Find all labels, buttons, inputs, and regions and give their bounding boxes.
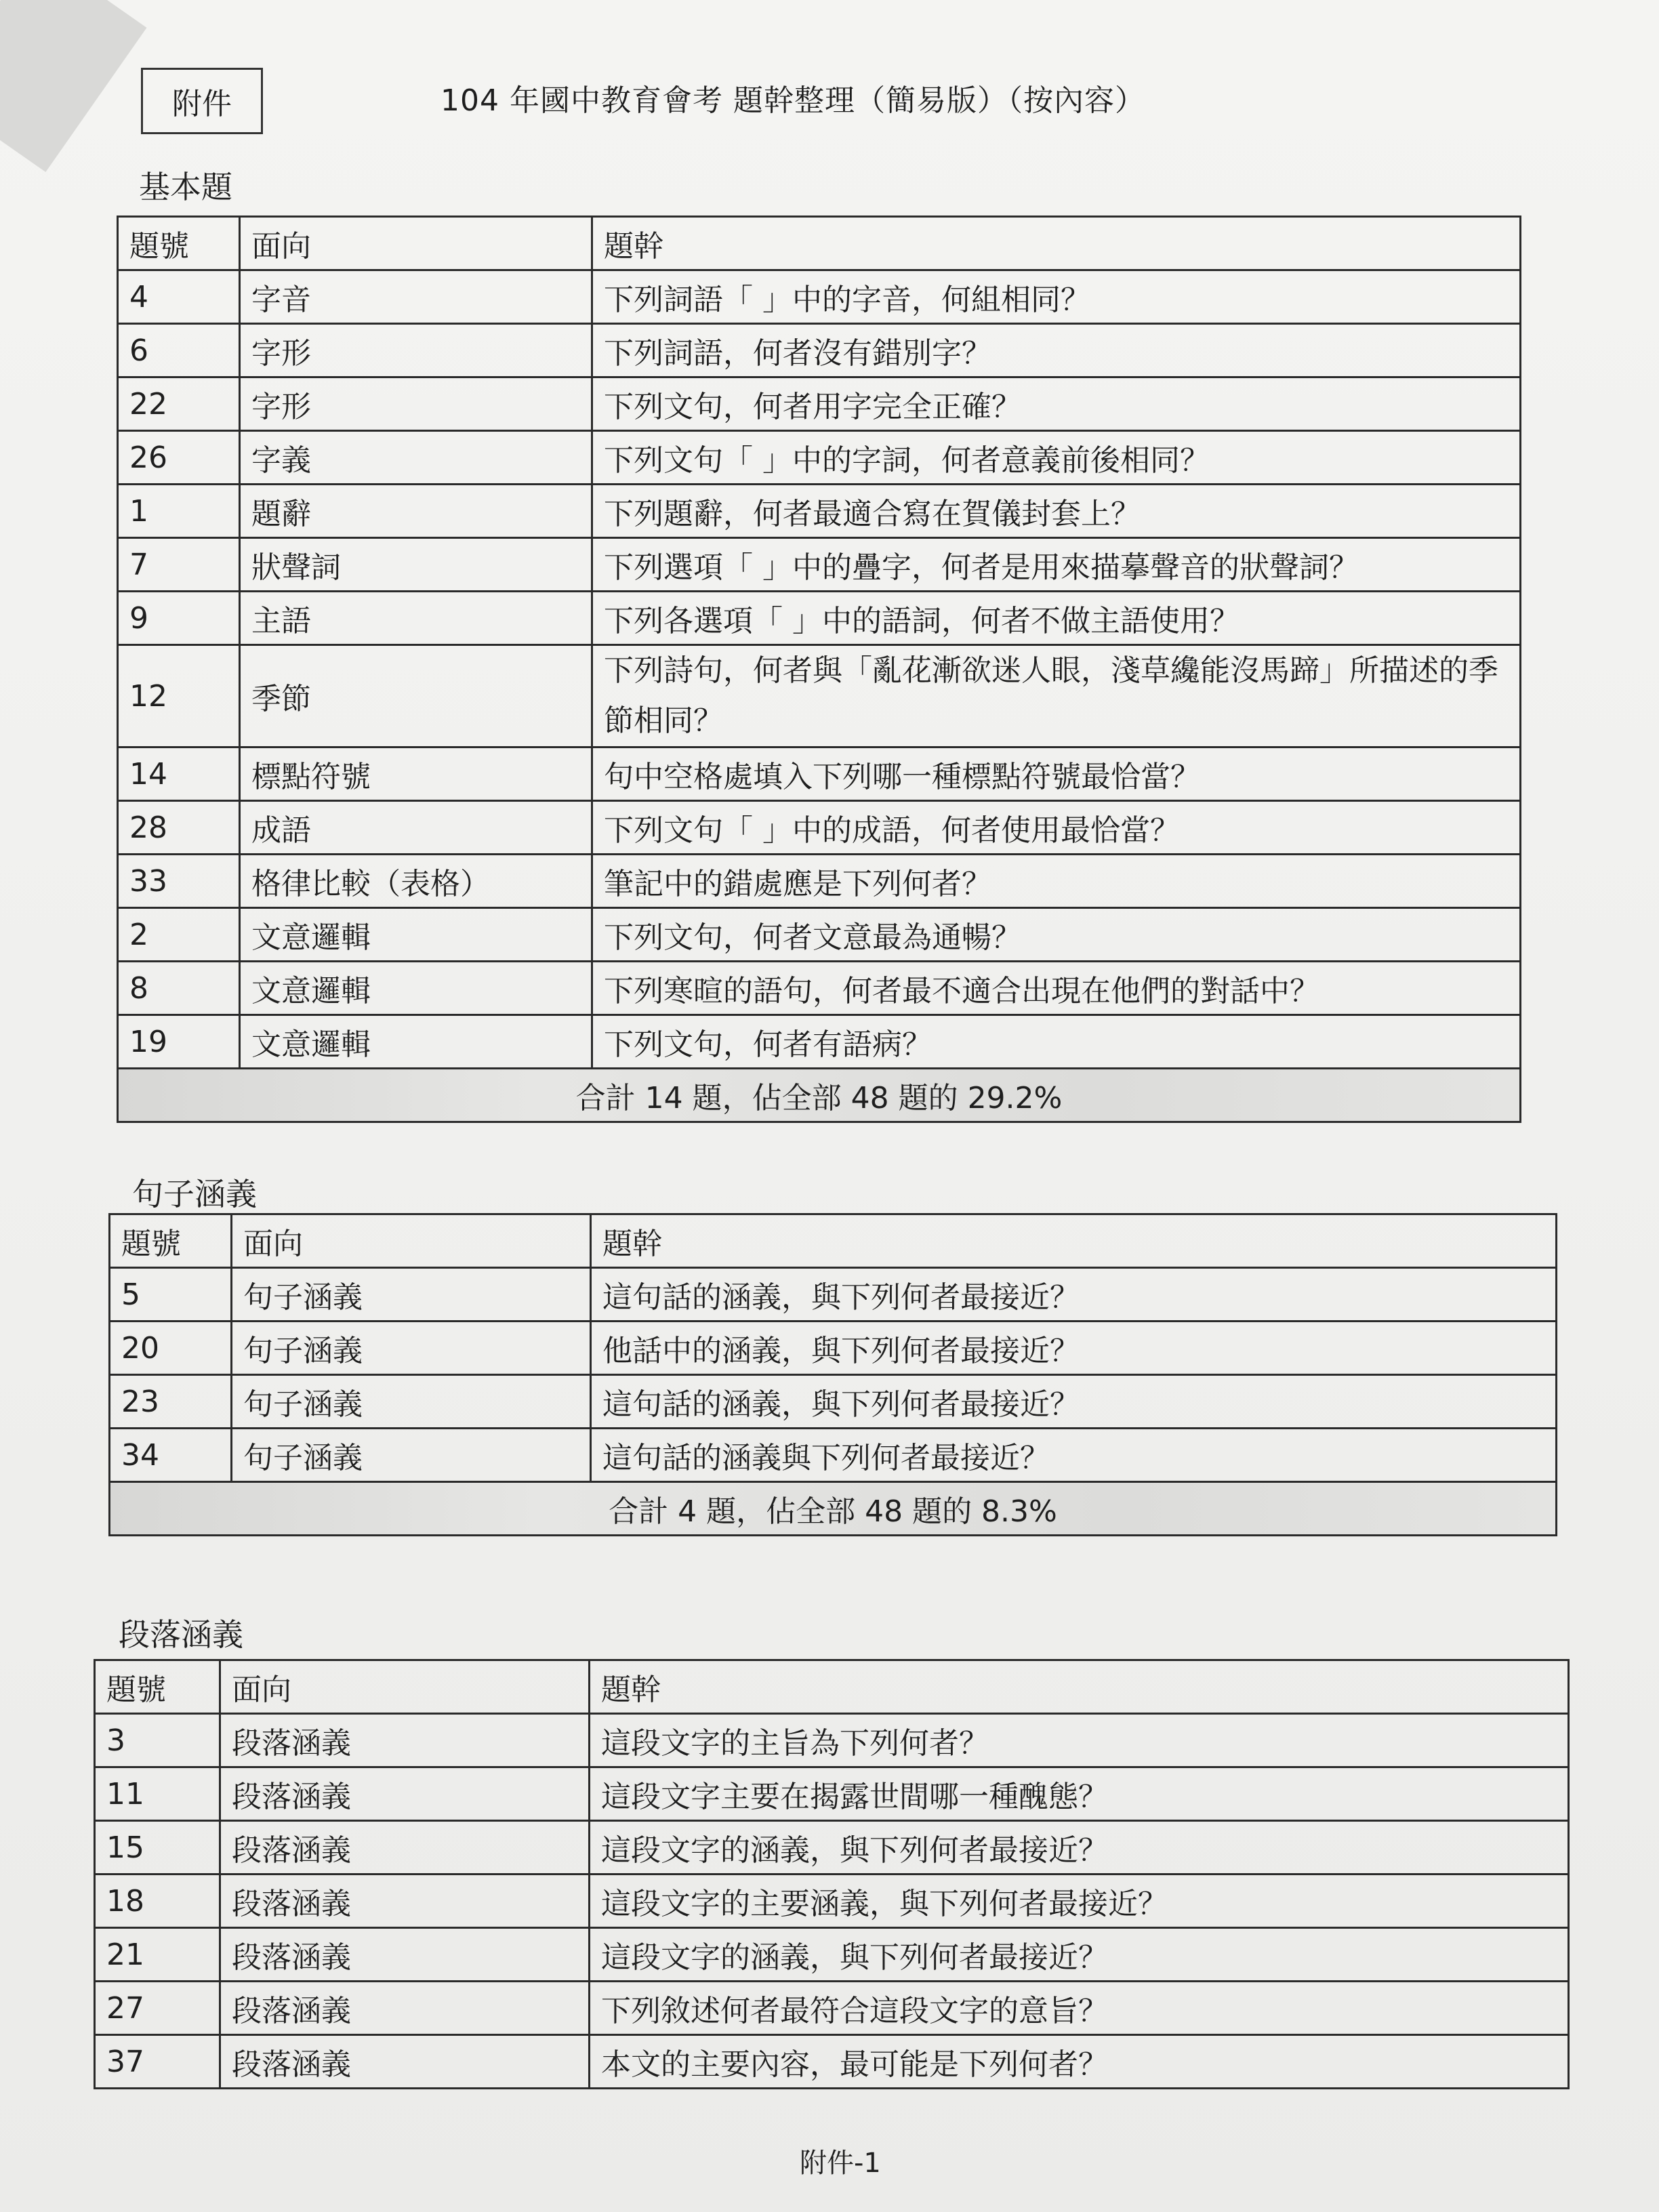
table-row bbox=[110, 1375, 1557, 1429]
table-row bbox=[118, 324, 1521, 377]
question-stem: 本文的主要內容，最可能是下列何者？ bbox=[590, 2035, 1569, 2089]
table-row bbox=[110, 1429, 1557, 1482]
question-aspect: 段落涵義 bbox=[220, 2035, 590, 2089]
question-aspect: 題辭 bbox=[240, 485, 592, 538]
question-stem: 這段文字的涵義，與下列何者最接近？ bbox=[590, 1928, 1569, 1982]
section-title-sentence: 句子涵義 bbox=[132, 1176, 257, 1212]
table-row bbox=[118, 908, 1521, 962]
question-stem: 這段文字的主要涵義，與下列何者最接近？ bbox=[590, 1875, 1569, 1928]
header-number: 題號 bbox=[110, 1214, 232, 1268]
question-aspect: 段落涵義 bbox=[220, 1767, 590, 1821]
question-number: 18 bbox=[95, 1875, 220, 1928]
question-aspect: 段落涵義 bbox=[220, 1875, 590, 1928]
question-aspect: 字形 bbox=[240, 377, 592, 431]
table-row bbox=[110, 1322, 1557, 1375]
header-row bbox=[118, 217, 1521, 270]
table-row bbox=[95, 1821, 1569, 1875]
question-number: 5 bbox=[110, 1268, 232, 1322]
question-stem: 這句話的涵義，與下列何者最接近？ bbox=[591, 1375, 1557, 1429]
question-aspect: 字音 bbox=[240, 270, 592, 324]
header-row bbox=[110, 1214, 1557, 1268]
question-stem: 下列文句，何者文意最為通暢？ bbox=[592, 908, 1521, 962]
question-number: 9 bbox=[118, 592, 240, 645]
question-number: 27 bbox=[95, 1982, 220, 2035]
table-row bbox=[118, 801, 1521, 855]
question-aspect: 句子涵義 bbox=[232, 1429, 591, 1482]
question-stem: 下列選項「 」中的疊字，何者是用來描摹聲音的狀聲詞？ bbox=[592, 538, 1521, 592]
table-row bbox=[95, 1875, 1569, 1928]
question-number: 2 bbox=[118, 908, 240, 962]
table-row bbox=[95, 1767, 1569, 1821]
table-row bbox=[95, 1982, 1569, 2035]
question-stem: 這句話的涵義與下列何者最接近？ bbox=[591, 1429, 1557, 1482]
header-stem: 題幹 bbox=[591, 1214, 1557, 1268]
question-stem: 下列文句「 」中的字詞，何者意義前後相同？ bbox=[592, 431, 1521, 485]
table-row bbox=[118, 377, 1521, 431]
question-number: 21 bbox=[95, 1928, 220, 1982]
table-paragraph bbox=[94, 1659, 1570, 2089]
question-stem: 筆記中的錯處應是下列何者？ bbox=[592, 855, 1521, 908]
table-row bbox=[95, 1714, 1569, 1767]
total-text: 合計 14 題，佔全部 48 題的 29.2% bbox=[118, 1069, 1521, 1122]
header-aspect: 面向 bbox=[220, 1660, 590, 1714]
question-number: 37 bbox=[95, 2035, 220, 2089]
question-aspect: 句子涵義 bbox=[232, 1268, 591, 1322]
table-row bbox=[118, 1015, 1521, 1069]
question-aspect: 句子涵義 bbox=[232, 1322, 591, 1375]
question-stem: 下列文句，何者有語病？ bbox=[592, 1015, 1521, 1069]
header-aspect: 面向 bbox=[240, 217, 592, 270]
table-sentence bbox=[108, 1213, 1557, 1536]
question-number: 28 bbox=[118, 801, 240, 855]
total-text: 合計 4 題，佔全部 48 題的 8.3% bbox=[110, 1482, 1557, 1536]
question-aspect: 文意邏輯 bbox=[240, 908, 592, 962]
question-stem: 下列詞語，何者沒有錯別字？ bbox=[592, 324, 1521, 377]
question-aspect: 文意邏輯 bbox=[240, 962, 592, 1015]
table-row bbox=[95, 1928, 1569, 1982]
question-stem: 下列詞語「 」中的字音，何組相同？ bbox=[592, 270, 1521, 324]
question-number: 15 bbox=[95, 1821, 220, 1875]
question-number: 7 bbox=[118, 538, 240, 592]
question-stem: 他話中的涵義，與下列何者最接近？ bbox=[591, 1322, 1557, 1375]
table-row bbox=[118, 538, 1521, 592]
question-aspect: 段落涵義 bbox=[220, 1714, 590, 1767]
question-number: 33 bbox=[118, 855, 240, 908]
table-row bbox=[118, 270, 1521, 324]
question-stem: 這段文字主要在揭露世間哪一種醜態？ bbox=[590, 1767, 1569, 1821]
header-stem: 題幹 bbox=[592, 217, 1521, 270]
question-number: 19 bbox=[118, 1015, 240, 1069]
table-row bbox=[118, 855, 1521, 908]
question-aspect: 句子涵義 bbox=[232, 1375, 591, 1429]
question-stem: 下列各選項「 」中的語詞，何者不做主語使用？ bbox=[592, 592, 1521, 645]
question-stem: 下列文句「 」中的成語，何者使用最恰當？ bbox=[592, 801, 1521, 855]
question-aspect: 文意邏輯 bbox=[240, 1015, 592, 1069]
question-number: 6 bbox=[118, 324, 240, 377]
question-number: 26 bbox=[118, 431, 240, 485]
question-stem: 下列詩句，何者與「亂花漸欲迷人眼，淺草纔能沒馬蹄」所描述的季節相同？ bbox=[592, 645, 1521, 747]
question-number: 12 bbox=[118, 645, 240, 747]
table-row bbox=[118, 645, 1521, 747]
question-aspect: 段落涵義 bbox=[220, 1928, 590, 1982]
question-stem: 這段文字的涵義，與下列何者最接近？ bbox=[590, 1821, 1569, 1875]
question-stem: 這句話的涵義，與下列何者最接近？ bbox=[591, 1268, 1557, 1322]
question-stem: 下列寒暄的語句，何者最不適合出現在他們的對話中？ bbox=[592, 962, 1521, 1015]
question-stem: 這段文字的主旨為下列何者？ bbox=[590, 1714, 1569, 1767]
header-row bbox=[95, 1660, 1569, 1714]
document-title: 104 年國中教育會考 題幹整理（簡易版）（按內容） bbox=[441, 83, 1145, 118]
question-number: 4 bbox=[118, 270, 240, 324]
header-aspect: 面向 bbox=[232, 1214, 591, 1268]
question-aspect: 字形 bbox=[240, 324, 592, 377]
question-number: 34 bbox=[110, 1429, 232, 1482]
total-row bbox=[110, 1482, 1557, 1536]
question-aspect: 段落涵義 bbox=[220, 1821, 590, 1875]
table-row bbox=[118, 592, 1521, 645]
question-number: 11 bbox=[95, 1767, 220, 1821]
header-stem: 題幹 bbox=[590, 1660, 1569, 1714]
table-row bbox=[95, 2035, 1569, 2089]
question-aspect: 狀聲詞 bbox=[240, 538, 592, 592]
table-row bbox=[118, 431, 1521, 485]
page-number: 附件-1 bbox=[800, 2148, 881, 2179]
section-title-paragraph: 段落涵義 bbox=[119, 1616, 243, 1653]
question-number: 8 bbox=[118, 962, 240, 1015]
question-number: 1 bbox=[118, 485, 240, 538]
question-aspect: 主語 bbox=[240, 592, 592, 645]
question-aspect: 標點符號 bbox=[240, 747, 592, 801]
table-row bbox=[118, 962, 1521, 1015]
question-aspect: 字義 bbox=[240, 431, 592, 485]
question-aspect: 格律比較（表格） bbox=[240, 855, 592, 908]
question-number: 3 bbox=[95, 1714, 220, 1767]
question-aspect: 段落涵義 bbox=[220, 1982, 590, 2035]
table-basic bbox=[117, 216, 1521, 1123]
section-title-basic: 基本題 bbox=[139, 169, 232, 205]
question-number: 23 bbox=[110, 1375, 232, 1429]
question-number: 22 bbox=[118, 377, 240, 431]
question-stem: 下列題辭，何者最適合寫在賀儀封套上？ bbox=[592, 485, 1521, 538]
question-number: 14 bbox=[118, 747, 240, 801]
question-number: 20 bbox=[110, 1322, 232, 1375]
table-row bbox=[118, 747, 1521, 801]
question-stem: 下列文句，何者用字完全正確？ bbox=[592, 377, 1521, 431]
question-stem: 句中空格處填入下列哪一種標點符號最恰當？ bbox=[592, 747, 1521, 801]
attachment-label: 附件 bbox=[141, 68, 263, 134]
header-number: 題號 bbox=[118, 217, 240, 270]
table-row bbox=[118, 485, 1521, 538]
total-row bbox=[118, 1069, 1521, 1122]
header-number: 題號 bbox=[95, 1660, 220, 1714]
question-stem: 下列敘述何者最符合這段文字的意旨？ bbox=[590, 1982, 1569, 2035]
question-aspect: 季節 bbox=[240, 645, 592, 747]
table-row bbox=[110, 1268, 1557, 1322]
question-aspect: 成語 bbox=[240, 801, 592, 855]
